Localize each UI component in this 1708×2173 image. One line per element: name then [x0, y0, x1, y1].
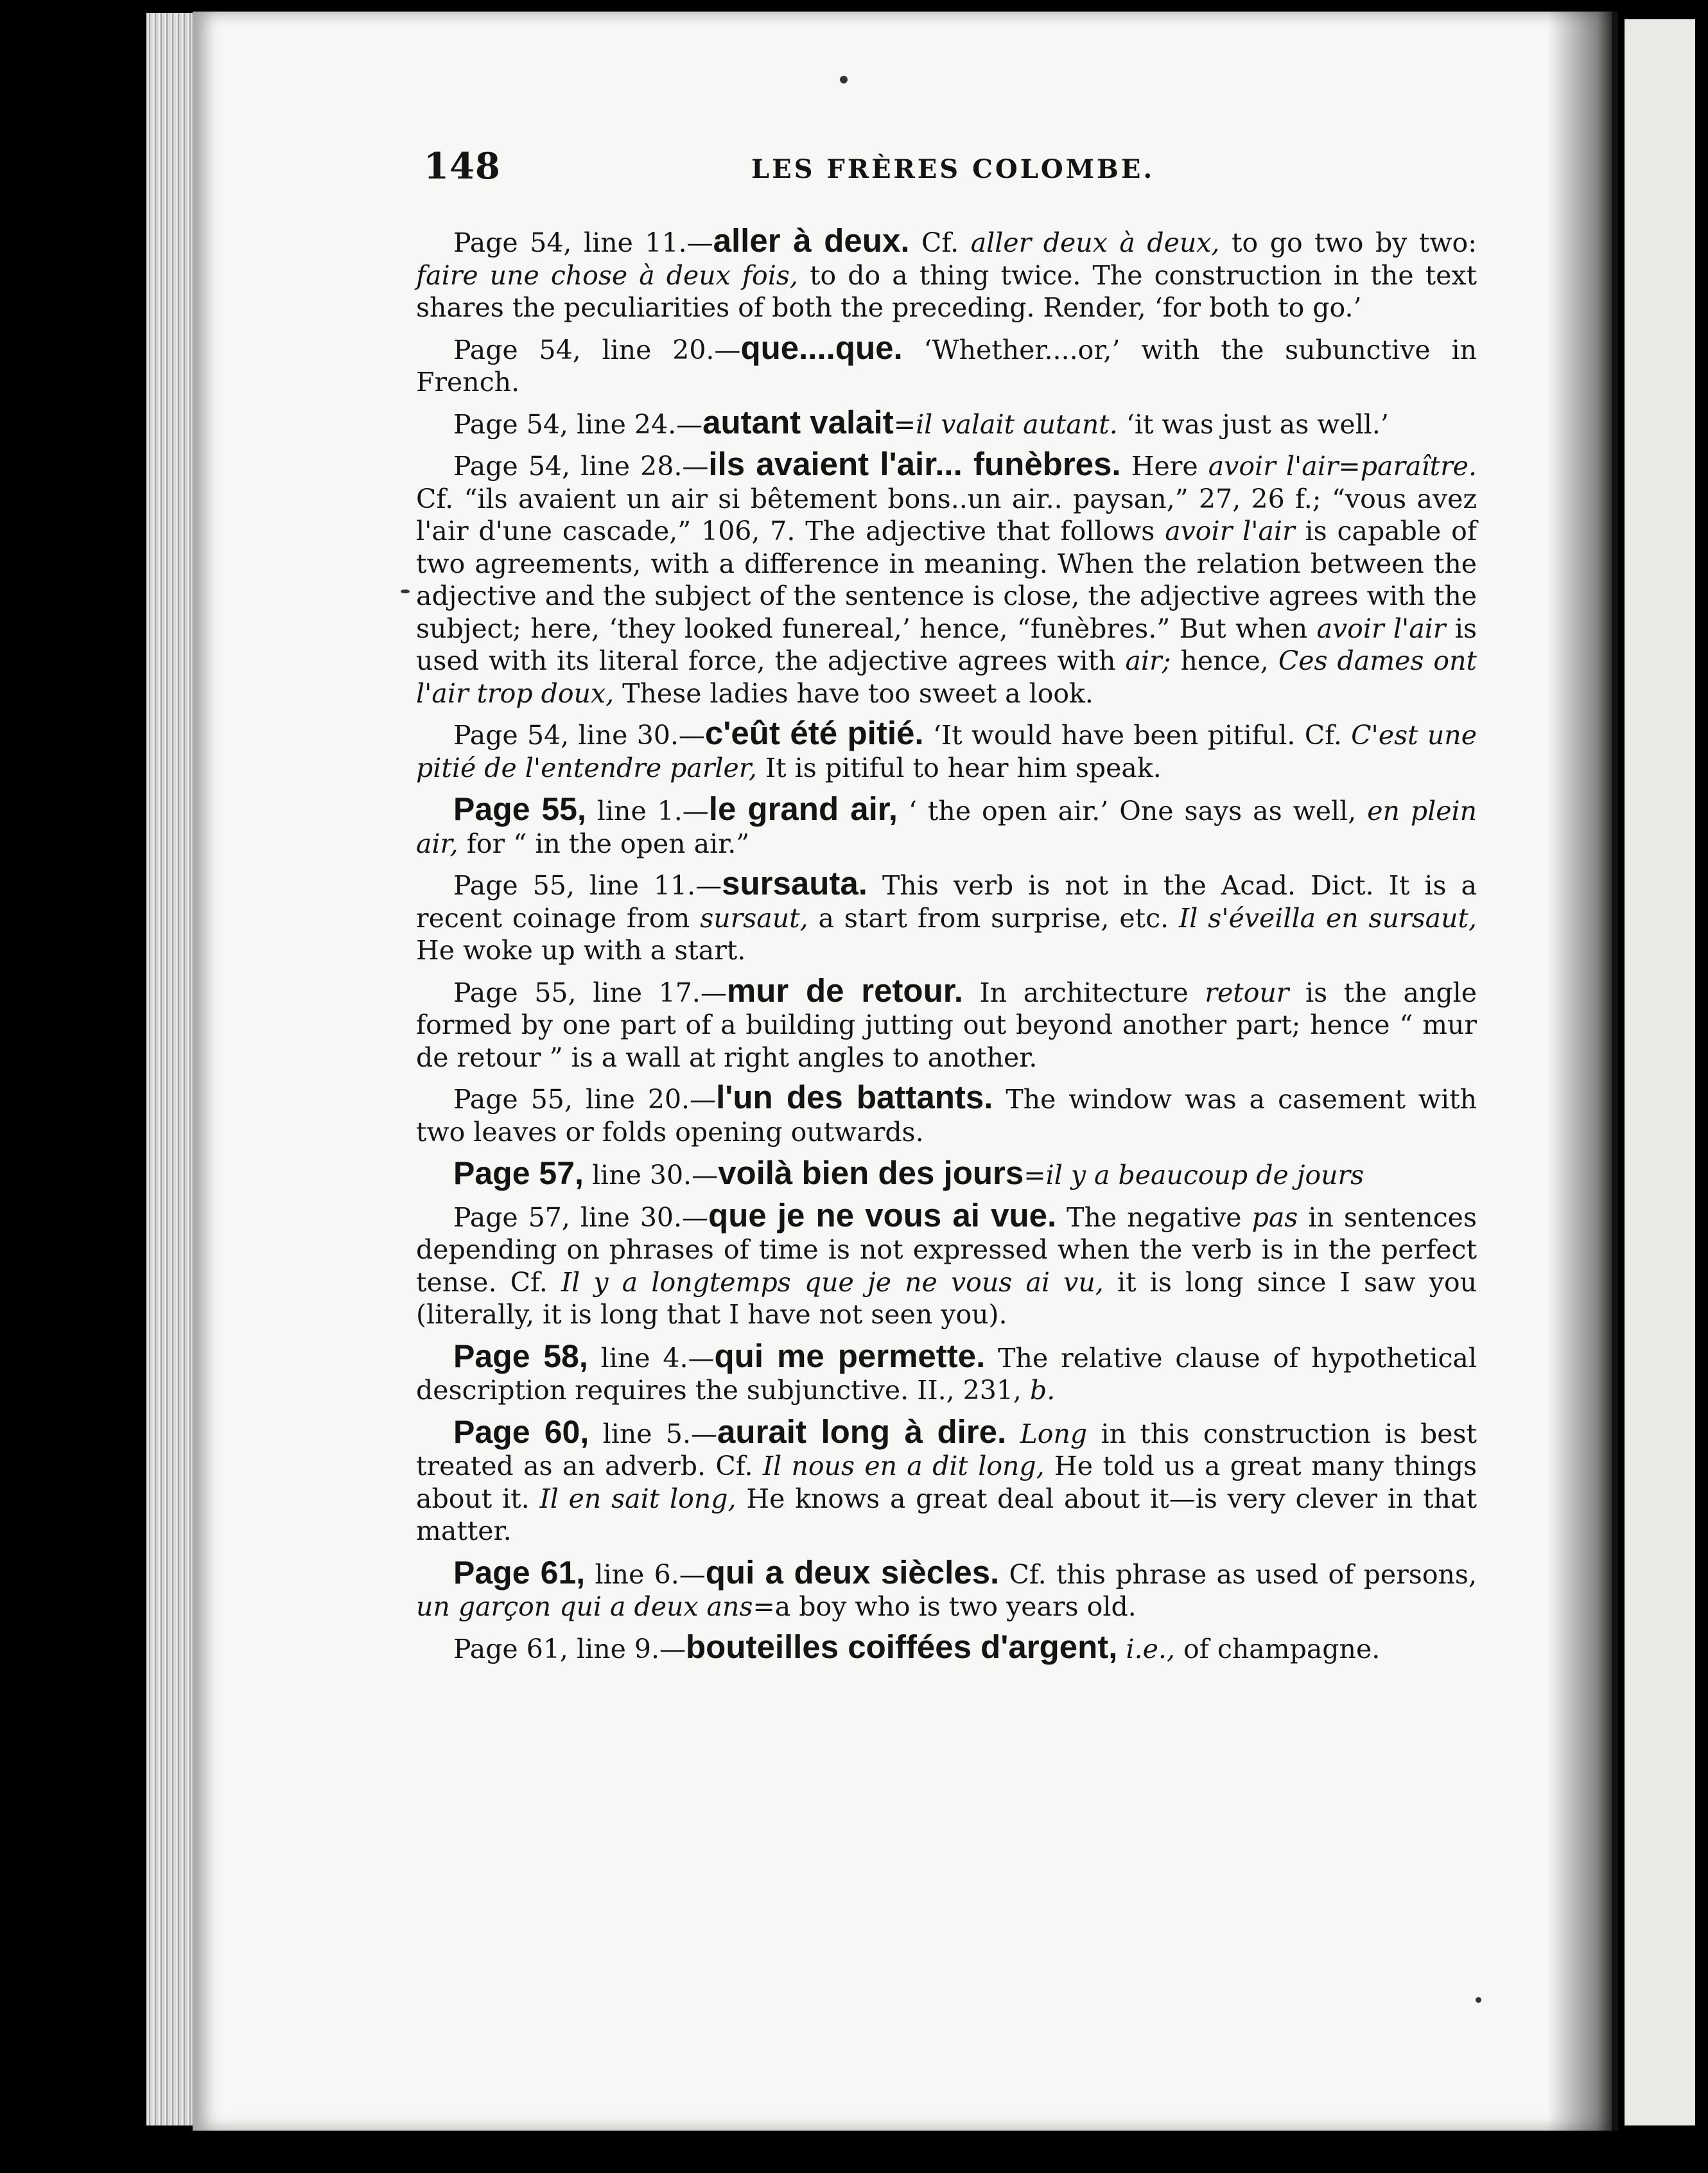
note-reference-line: line 30.—	[583, 1160, 719, 1191]
note-italic-phrase: avoir l'air	[1165, 516, 1295, 546]
note-text: in this construction is best treated as an adverb. Cf.	[416, 1418, 1477, 1481]
note-reference-line: line 1.—	[586, 796, 709, 826]
note-italic-phrase: air;	[1125, 645, 1171, 676]
note-headword: ils avaient l'air... funèbres.	[708, 446, 1121, 482]
note-text: in sentences depending on phrases of time is not expressed when the verb is in the perfect tense. Cf.	[416, 1201, 1477, 1298]
note-headword: qui a deux siècles.	[705, 1553, 1000, 1591]
note-headword: mur de retour.	[726, 972, 963, 1009]
note-entry	[416, 1553, 1477, 1623]
note-text: ‘ the open air.’ One says as well,	[897, 796, 1368, 826]
note-reference: Page 60,	[453, 1413, 589, 1450]
note-italic-phrase: Il en sait long,	[539, 1483, 736, 1514]
note-italic-phrase: en plein air,	[416, 796, 1477, 859]
note-text: He woke up with a start.	[416, 935, 746, 966]
note-text: is capable of two agreements, with a difference in meaning. When the relation between the adjective and the subject of the sentence is close, the adjective agrees with the subject; here, ‘they looked funereal,’ hence, “funèbres.” But when	[416, 516, 1477, 644]
note-italic-phrase: Ces dames ont l'air trop doux,	[416, 645, 1477, 709]
note-text: is used with its literal force, the adjective agrees with	[416, 613, 1477, 676]
note-entry	[416, 329, 1477, 399]
note-reference-line: line 5.—	[589, 1418, 718, 1449]
note-reference: Page 57, line 30.—	[453, 1201, 709, 1233]
note-text: a start from surprise, etc.	[808, 902, 1180, 934]
note-reference: Page 61, line 9.—	[453, 1633, 686, 1664]
note-entry	[416, 1157, 1477, 1192]
note-entry	[416, 1413, 1477, 1548]
note-text: ‘It would have been pitiful. Cf.	[923, 720, 1352, 751]
ink-speck	[840, 76, 848, 83]
note-text: it is long since I saw you (literally, it is long that I have not seen you).	[416, 1266, 1477, 1330]
note-entry	[416, 1628, 1477, 1666]
note-reference: Page 54, line 28.—	[453, 451, 709, 482]
page-header	[424, 145, 1490, 190]
note-entry	[416, 790, 1477, 860]
note-text: =	[893, 408, 916, 440]
note-reference: Page 54, line 20.—	[453, 334, 741, 365]
note-text: It is pitiful to hear him speak.	[756, 752, 1162, 783]
note-text: =	[1024, 1160, 1046, 1191]
note-reference: Page 57,	[453, 1155, 584, 1191]
note-italic-phrase: Il s'éveilla en sursaut,	[1179, 902, 1477, 934]
note-entry	[416, 972, 1477, 1074]
note-entry	[416, 222, 1477, 324]
note-headword: le grand air,	[708, 790, 898, 827]
note-text: ‘it was just as well.’	[1117, 408, 1389, 440]
note-reference: Page 55, line 11.—	[453, 870, 722, 901]
note-text: The relative clause of hypothetical description requires the subjunctive. II., 231,	[416, 1342, 1477, 1406]
note-entry	[416, 1337, 1477, 1407]
note-headword: que....que.	[740, 329, 903, 366]
notes-list	[416, 222, 1477, 1673]
note-headword: aurait long à dire.	[717, 1413, 1007, 1450]
note-reference: Page 58,	[453, 1338, 588, 1374]
note-text: He told us a great many things about it.	[416, 1451, 1477, 1514]
note-italic-phrase: faire une chose à deux fois,	[416, 259, 798, 291]
note-text: This verb is not in the Acad. Dict. It is a recent coinage from	[416, 870, 1477, 934]
note-reference: Page 54, line 30.—	[453, 720, 705, 751]
note-italic-phrase: C'est une pitié de l'entendre parler,	[416, 720, 1477, 783]
note-text: Cf. “ils avaient un air si bêtement bons..un air.. paysan,” 27, 26 f.; “vous avez l'air d'une cascade,” 106, 7. The adjective that follows	[416, 483, 1477, 546]
note-text: to go two by two:	[1219, 227, 1477, 258]
facing-page-strip	[1625, 19, 1695, 2125]
note-reference-line: line 6.—	[585, 1558, 706, 1590]
note-text: He knows a great deal about it—is very clever in that matter.	[416, 1483, 1477, 1546]
note-entry	[416, 1196, 1477, 1331]
note-entry	[416, 865, 1477, 967]
note-text: ‘Whether....or,’ with the subunctive in French.	[416, 334, 1477, 397]
note-italic-phrase: pas	[1251, 1201, 1298, 1233]
note-headword: c'eût été pitié.	[704, 715, 924, 751]
note-headword: voilà bien des jours	[718, 1155, 1024, 1191]
note-reference: Page 61,	[453, 1554, 586, 1591]
note-italic-phrase: Long	[1020, 1418, 1088, 1449]
note-text: to do a thing twice. The construction in the text shares the peculiarities of both the preceding. Render, ‘for both to go.’	[416, 259, 1477, 323]
ink-speck	[1476, 1997, 1481, 2003]
note-text: Here	[1120, 451, 1208, 482]
note-text: hence,	[1171, 645, 1278, 676]
note-reference: Page 55, line 17.—	[453, 977, 727, 1008]
note-headword: sursauta.	[722, 865, 867, 902]
note-italic-phrase: il valait autant.	[916, 408, 1118, 440]
note-text: These ladies have too sweet a look.	[614, 677, 1094, 709]
note-entry	[416, 448, 1477, 710]
note-italic-phrase: Il nous en a dit long,	[762, 1451, 1045, 1481]
note-reference: Page 54, line 24.—	[453, 408, 703, 440]
note-reference-line: line 4.—	[588, 1342, 715, 1374]
note-text: is the angle formed by one part of a building jutting out beyond another part; hence “ mur de retour ” is a wall at right angles to another.	[416, 977, 1477, 1073]
gutter-shadow	[1547, 12, 1618, 2131]
note-text: The negative	[1056, 1201, 1252, 1233]
note-italic-phrase: i.e.,	[1126, 1633, 1175, 1664]
note-text: Cf.	[909, 227, 971, 258]
note-italic-phrase: b.	[1030, 1375, 1056, 1406]
note-italic-phrase: avoir l'air	[1316, 613, 1446, 644]
note-headword: autant valait	[702, 403, 894, 441]
page-number: 148	[424, 145, 501, 188]
note-text: In architecture	[963, 977, 1205, 1008]
ink-speck	[401, 589, 410, 593]
note-headword: qui me permette.	[714, 1337, 986, 1374]
note-text: of champagne.	[1175, 1633, 1381, 1664]
note-entry	[416, 1081, 1477, 1148]
note-italic-phrase: un garçon qui a deux ans	[416, 1591, 753, 1622]
note-italic-phrase: retour	[1205, 977, 1289, 1008]
note-headword: l'un des battants.	[716, 1079, 993, 1115]
note-headword: que je ne vous ai vue.	[708, 1196, 1057, 1234]
note-reference: Page 54, line 11.—	[453, 227, 713, 258]
note-italic-phrase: il y a beaucoup de jours	[1045, 1160, 1364, 1191]
note-reference: Page 55,	[453, 791, 586, 827]
note-text	[1117, 1634, 1126, 1664]
note-text: =a boy who is two years old.	[753, 1591, 1137, 1622]
note-italic-phrase: aller deux à deux,	[970, 227, 1220, 258]
note-italic-phrase: sursaut,	[700, 902, 808, 934]
note-headword: bouteilles coiffées d'argent,	[686, 1628, 1118, 1665]
note-entry	[416, 717, 1477, 784]
note-italic-phrase: Il y a longtemps que je ne vous ai vu,	[561, 1266, 1104, 1298]
note-text: for “ in the open air.”	[458, 828, 750, 859]
note-text: The window was a casement with two leaves or folds opening outwards.	[416, 1084, 1477, 1148]
note-italic-phrase: avoir l'air=paraître.	[1208, 451, 1477, 482]
note-entry	[416, 403, 1477, 441]
note-reference: Page 55, line 20.—	[453, 1084, 717, 1115]
note-text	[1006, 1418, 1020, 1449]
note-headword: aller à deux.	[713, 222, 910, 259]
note-text: Cf. this phrase as used of persons,	[999, 1558, 1477, 1590]
running-head: LES FRÈRES COLOMBE.	[751, 154, 1155, 184]
